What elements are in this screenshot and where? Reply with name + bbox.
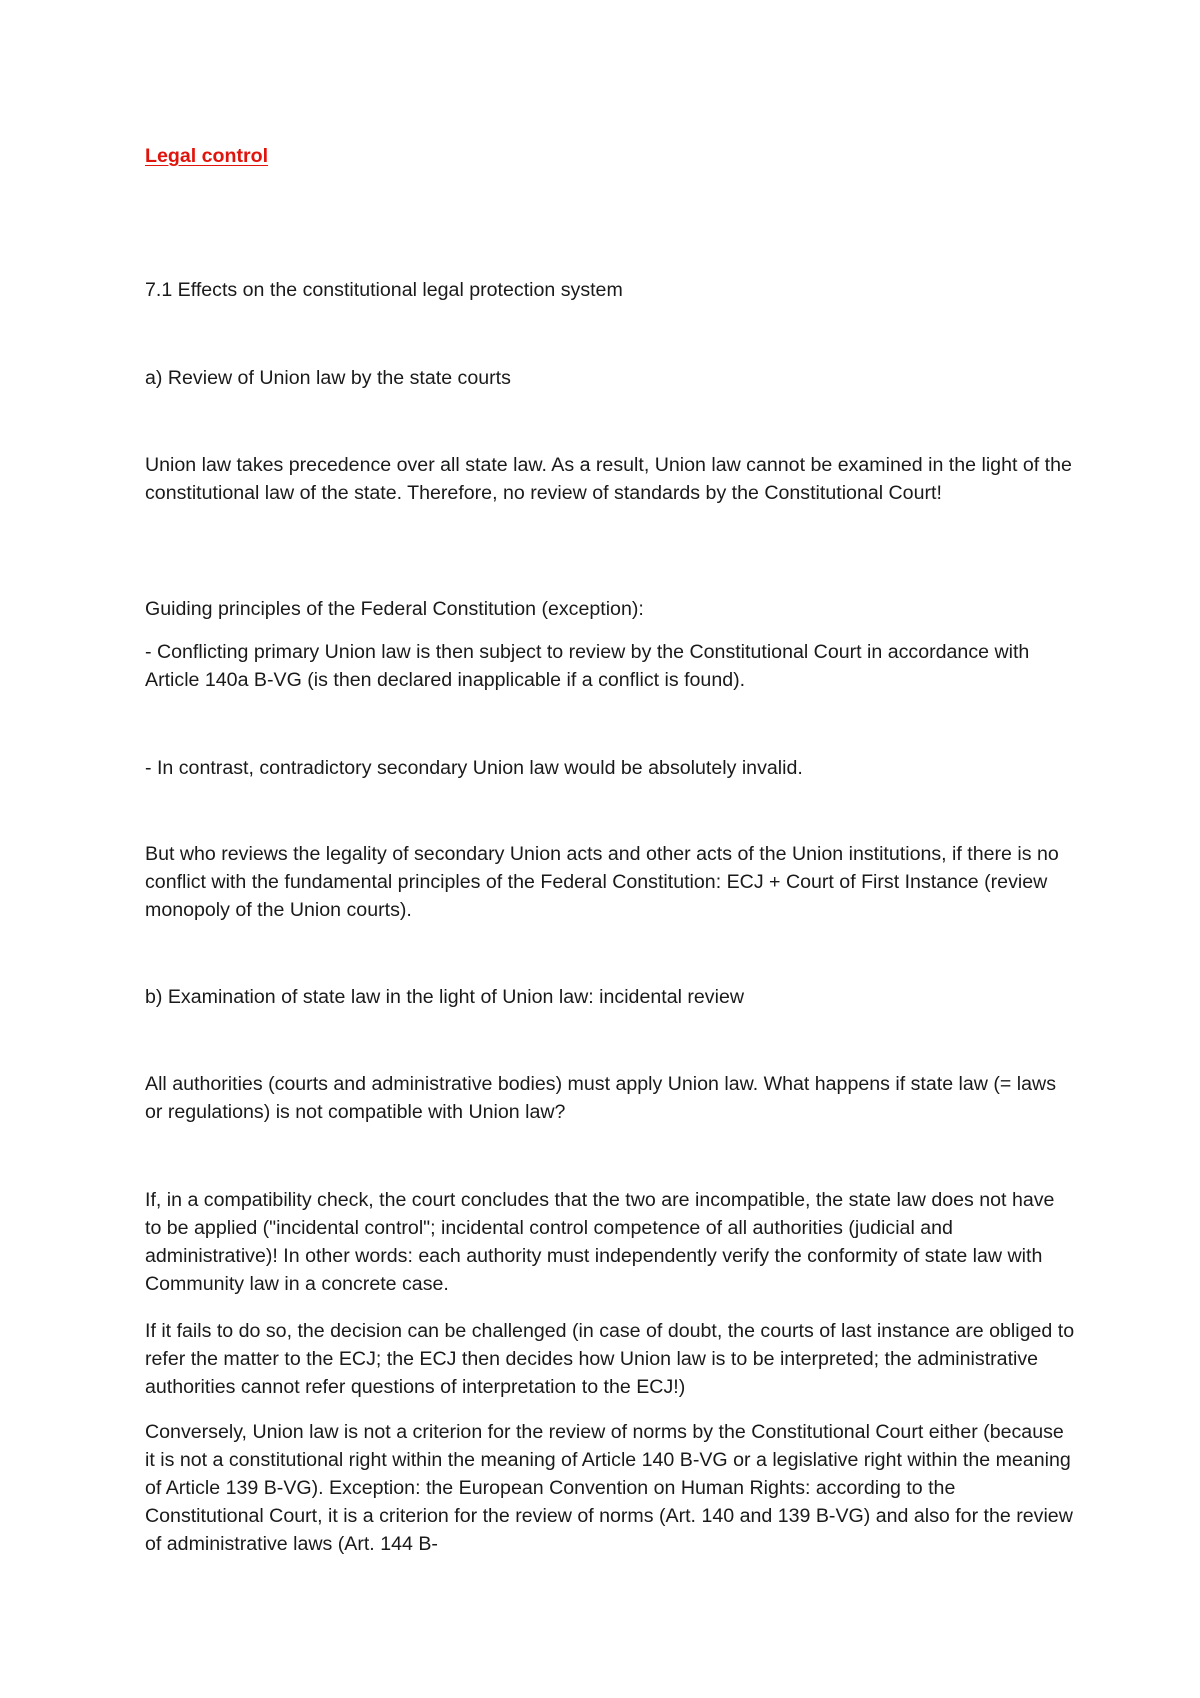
paragraph-authorities: All authorities (courts and administrative bodies) must apply Union law. What happens if state law (= laws or regulations) is not compatible with Union law?	[145, 1073, 1056, 1123]
paragraph-precedence: Union law takes precedence over all state law. As a result, Union law cannot be examined in the light of the constitutional law of the state. Therefore, no review of standards by the Constitutional Court!	[145, 454, 1072, 504]
paragraph-challenged: If it fails to do so, the decision can be challenged (in case of doubt, the courts of last instance are obliged to refer the matter to the ECJ; the ECJ then decides how Union law is to be interpreted; the administrative authorities cannot refer questions of interpretation to the ECJ!)	[145, 1320, 1075, 1398]
subsection-heading-b: b) Examination of state law in the light of Union law: incidental review	[145, 986, 745, 1008]
subsection-heading-a: a) Review of Union law by the state courts	[145, 367, 511, 389]
document-title: Legal control	[145, 145, 269, 167]
paragraph-primary-union-law: - Conflicting primary Union law is then subject to review by the Constitutional Court in accordance with Article 140a B-VG (is then declared inapplicable if a conflict is found).	[145, 641, 1030, 691]
paragraph-secondary-union-law: - In contrast, contradictory secondary Union law would be absolutely invalid.	[145, 757, 803, 779]
paragraph-conversely: Conversely, Union law is not a criterion for the review of norms by the Constitutional Court either (because it is not a constitutional right within the meaning of Article 140 B-VG or a legislative right within the meaning of Article 139 B-VG). Exception: the European Convention on Human Rights: according to the Constitutional Court, it is a criterion for the review of norms (Art. 140 and 139 B-VG) and also for the review of administrative laws (Art. 144 B-	[145, 1421, 1073, 1555]
paragraph-who-reviews: But who reviews the legality of secondary Union acts and other acts of the Union institutions, if there is no conflict with the fundamental principles of the Federal Constitution: ECJ + Court of First Instance (review monopoly of the Union courts).	[145, 843, 1059, 921]
section-heading-7-1: 7.1 Effects on the constitutional legal protection system	[145, 279, 623, 301]
paragraph-compatibility-check: If, in a compatibility check, the court concludes that the two are incompatible, the state law does not have to be applied ("incidental control"; incidental control competence of all authorities (judicial and administrative)! In other words: each authority must independently verify the conformity of state law with Community law in a concrete case.	[145, 1189, 1055, 1295]
paragraph-guiding-principles: Guiding principles of the Federal Constitution (exception):	[145, 598, 644, 620]
